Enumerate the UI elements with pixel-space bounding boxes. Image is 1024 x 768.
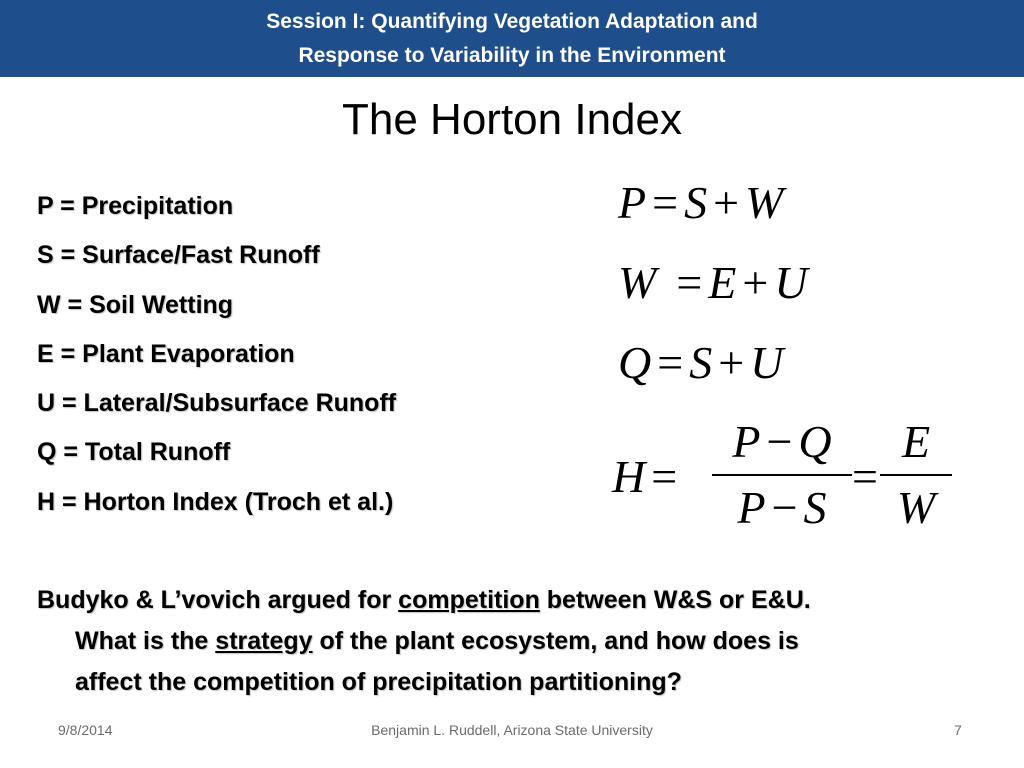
paragraph-text: of the plant ecosystem, and how does is bbox=[312, 627, 799, 655]
paragraph-line: affect the competition of precipitation partitioning? bbox=[75, 668, 682, 696]
minus-sign: − bbox=[771, 482, 798, 533]
fraction-pq-ps bbox=[712, 410, 852, 540]
fraction-numerator: E bbox=[901, 416, 931, 467]
eq-term: S bbox=[803, 482, 827, 533]
eq-term: H bbox=[612, 451, 646, 502]
equation-w bbox=[618, 257, 808, 308]
plus-sign: + bbox=[713, 177, 740, 228]
fraction-numerator bbox=[712, 410, 852, 474]
equation-q bbox=[618, 337, 784, 388]
footer-date: 9/8/2014 bbox=[58, 722, 113, 738]
eq-term: P bbox=[618, 177, 647, 228]
footer-page-number: 7 bbox=[954, 722, 962, 738]
eq-term: P bbox=[732, 416, 761, 467]
eq-term: Q bbox=[618, 337, 652, 388]
eq-term: U bbox=[750, 337, 784, 388]
equals-sign: = bbox=[657, 337, 684, 388]
session-header-line1: Session I: Quantifying Vegetation Adaptation and bbox=[266, 10, 758, 33]
equals-sign: = bbox=[652, 177, 679, 228]
equation-p bbox=[618, 177, 784, 228]
eq-term: W bbox=[618, 257, 657, 308]
plus-sign: + bbox=[718, 337, 745, 388]
footer-author: Benjamin L. Ruddell, Arizona State University bbox=[371, 722, 653, 738]
plus-sign: + bbox=[742, 257, 769, 308]
emphasis-competition: competition bbox=[398, 586, 540, 614]
fraction-e-w bbox=[880, 410, 952, 540]
definition-item: S = Surface/Fast Runoff bbox=[37, 241, 320, 270]
minus-sign: − bbox=[766, 416, 793, 467]
equals-sign: = bbox=[676, 257, 703, 308]
fraction-denominator bbox=[712, 476, 852, 540]
definition-item: H = Horton Index (Troch et al.) bbox=[37, 487, 394, 516]
definition-item: U = Lateral/Subsurface Runoff bbox=[37, 389, 397, 418]
definition-item: Q = Total Runoff bbox=[37, 438, 231, 467]
eq-term: S bbox=[689, 337, 713, 388]
horton-lhs bbox=[612, 451, 683, 502]
discussion-paragraph bbox=[37, 580, 987, 703]
paragraph-text: What is the bbox=[75, 627, 216, 655]
eq-term: P bbox=[737, 482, 766, 533]
paragraph-line bbox=[37, 580, 987, 621]
eq-term: S bbox=[684, 177, 708, 228]
paragraph-text: between W&S or E&U. bbox=[539, 586, 811, 614]
eq-term: E bbox=[708, 257, 737, 308]
equals-sign: = bbox=[852, 451, 878, 502]
eq-term: U bbox=[774, 257, 808, 308]
equals-sign: = bbox=[651, 451, 678, 502]
session-header-line2: Response to Variability in the Environment bbox=[298, 44, 726, 67]
eq-term: Q bbox=[798, 416, 832, 467]
definition-item: E = Plant Evaporation bbox=[37, 339, 295, 368]
fraction-denominator: W bbox=[896, 482, 936, 533]
eq-term: W bbox=[745, 177, 784, 228]
session-header bbox=[0, 0, 1024, 77]
definition-item: P = Precipitation bbox=[37, 192, 234, 220]
emphasis-strategy: strategy bbox=[215, 627, 313, 655]
equation-horton-index bbox=[612, 410, 962, 550]
paragraph-text: Budyko & L’vovich argued for bbox=[37, 586, 399, 614]
slide-title: The Horton Index bbox=[342, 95, 682, 144]
definition-item: W = Soil Wetting bbox=[37, 290, 234, 319]
definitions-list bbox=[37, 182, 557, 527]
paragraph-line bbox=[37, 621, 987, 662]
